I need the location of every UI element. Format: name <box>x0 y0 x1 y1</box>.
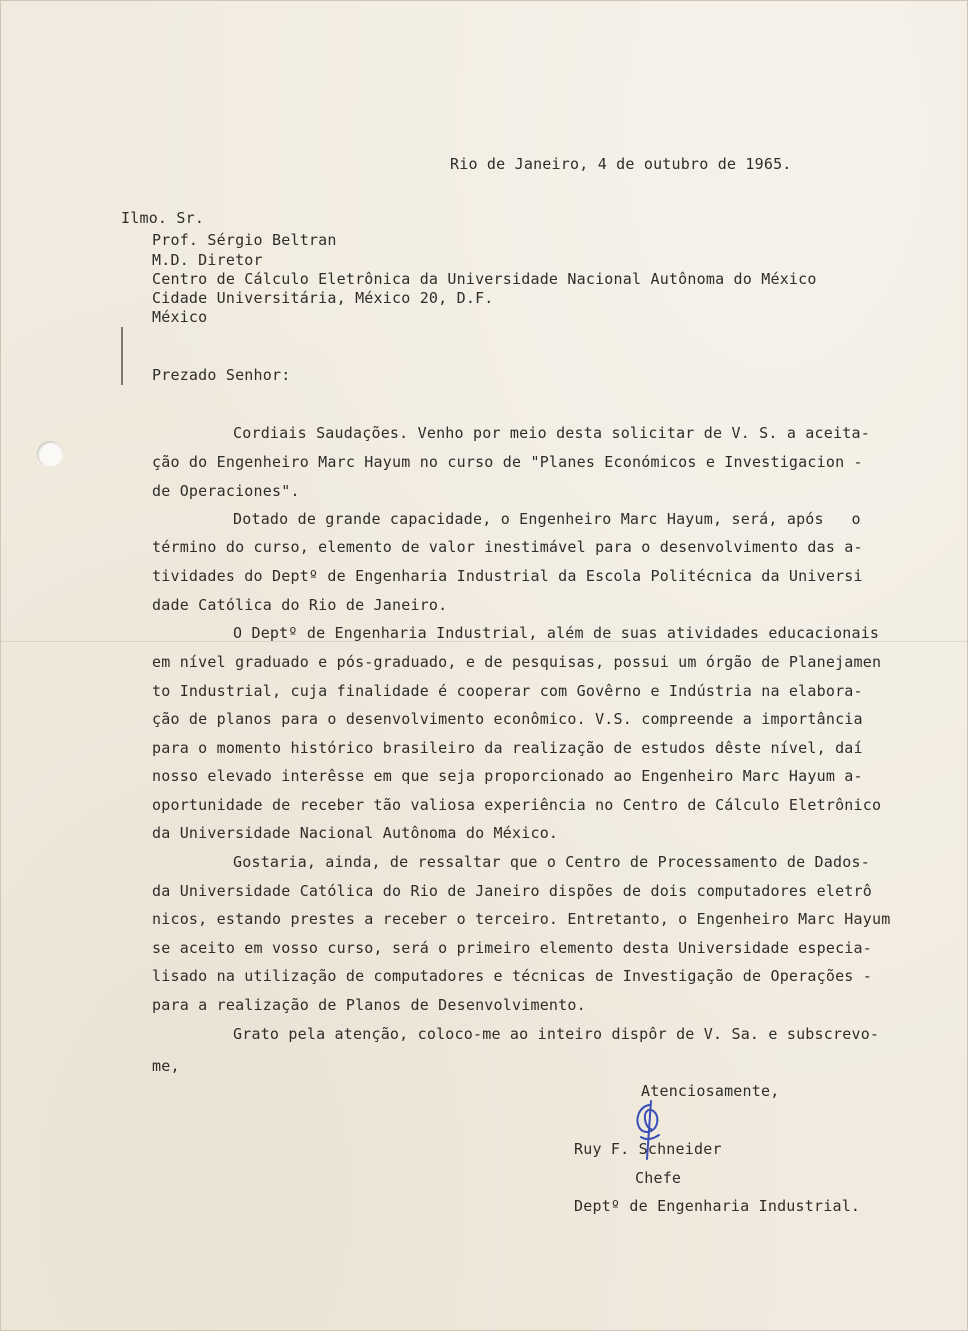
body-line: Dotado de grande capacidade, o Engenheiro Marc Hayum, será, após o <box>233 510 861 528</box>
body-line: Cordiais Saudações. Venho por meio desta solicitar de V. S. a aceita- <box>233 424 870 442</box>
body-line: em nível graduado e pós-graduado, e de pesquisas, possui um órgão de Planejamen <box>152 653 882 671</box>
recipient-country: México <box>152 308 208 326</box>
body-line: nosso elevado interêsse em que seja proporcionado ao Engenheiro Marc Hayum a- <box>152 767 863 785</box>
recipient-salutation-title: Ilmo. Sr. <box>121 209 205 227</box>
body-line: dade Católica do Rio de Janeiro. <box>152 596 448 614</box>
body-line: Gostaria, ainda, de ressaltar que o Centro de Processamento de Dados- <box>233 853 870 871</box>
signer-department: Deptº de Engenharia Industrial. <box>574 1197 861 1215</box>
body-line: ção de planos para o desenvolvimento econômico. V.S. compreende a importância <box>152 710 863 728</box>
body-line: nicos, estando prestes a receber o terceiro. Entretanto, o Engenheiro Marc Hayum <box>152 910 891 928</box>
recipient-name: Prof. Sérgio Beltran <box>152 231 337 249</box>
body-line: para o momento histórico brasileiro da realização de estudos dêste nível, daí <box>152 739 863 757</box>
body-line: tividades do Deptº de Engenharia Industrial da Escola Politécnica da Universi <box>152 567 863 585</box>
body-line: término do curso, elemento de valor inestimável para o desenvolvimento das a- <box>152 538 863 556</box>
signer-name: Ruy F. Schneider <box>574 1140 722 1158</box>
date-line: Rio de Janeiro, 4 de outubro de 1965. <box>450 155 792 173</box>
valediction: Atenciosamente, <box>641 1082 780 1100</box>
body-line: para a realização de Planos de Desenvolvimento. <box>152 996 586 1014</box>
recipient-address: Cidade Universitária, México 20, D.F. <box>152 289 494 307</box>
body-line: oportunidade de receber tão valiosa experiência no Centro de Cálculo Eletrônico <box>152 796 882 814</box>
greeting: Prezado Senhor: <box>152 366 291 384</box>
recipient-role: M.D. Diretor <box>152 251 263 269</box>
body-line: da Universidade Católica do Rio de Janeiro dispões de dois computadores eletrô <box>152 882 872 900</box>
body-line: de Operaciones". <box>152 482 300 500</box>
body-line: se aceito em vosso curso, será o primeiro elemento desta Universidade especia- <box>152 939 872 957</box>
body-line: to Industrial, cuja finalidade é cooperar com Govêrno e Indústria na elabora- <box>152 682 863 700</box>
body-line: ção do Engenheiro Marc Hayum no curso de "Planes Económicos e Investigacion - <box>152 453 863 471</box>
recipient-institution: Centro de Cálculo Eletrônica da Universidade Nacional Autônoma do México <box>152 270 817 288</box>
body-line: da Universidade Nacional Autônoma do México. <box>152 824 559 842</box>
signer-title: Chefe <box>635 1169 682 1187</box>
body-line: O Deptº de Engenharia Industrial, além de suas atividades educacionais <box>233 624 880 642</box>
punch-hole <box>37 441 63 467</box>
body-line: lisado na utilização de computadores e técnicas de Investigação de Operações - <box>152 967 872 985</box>
margin-mark <box>121 327 123 385</box>
body-line: Grato pela atenção, coloco-me ao inteiro dispôr de V. Sa. e subscrevo- <box>233 1025 880 1043</box>
body-line: me, <box>152 1057 180 1075</box>
